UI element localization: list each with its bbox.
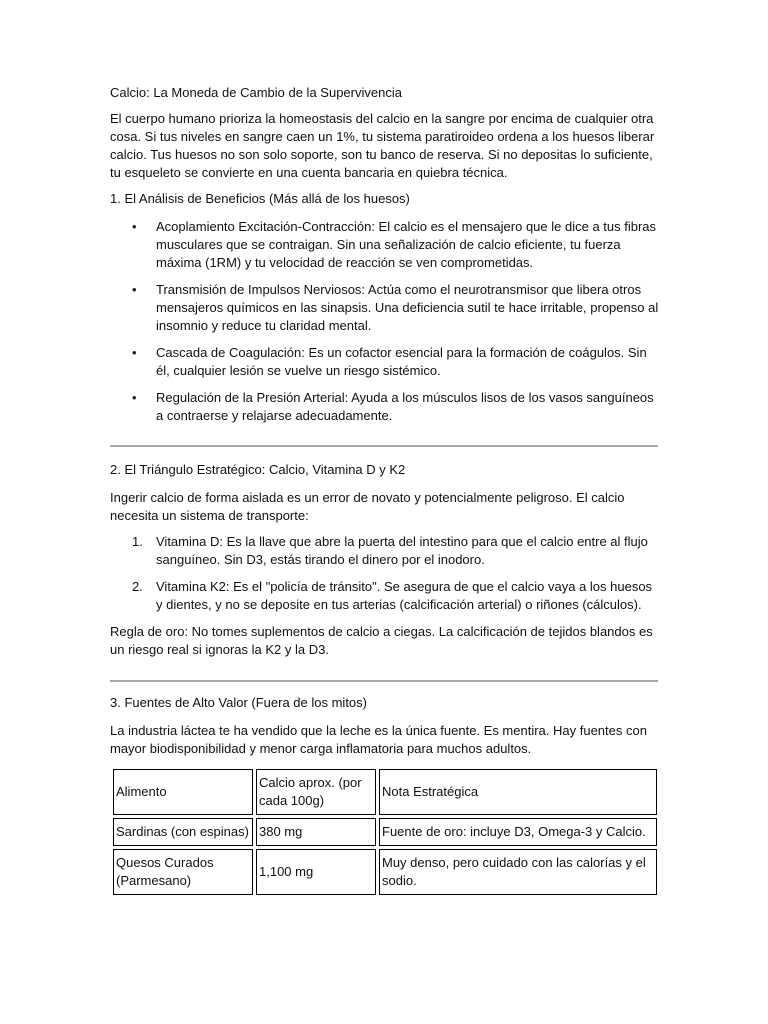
list-item xyxy=(110,389,660,425)
section-1-heading: 1. El Análisis de Beneficios (Más allá de los huesos) xyxy=(110,191,410,206)
section-3-intro: La industria láctea te ha vendido que la leche es la única fuente. Es mentira. Hay fuentes con mayor biodisponibilidad y menor carga inflamatoria para muchos adultos. xyxy=(110,723,647,756)
list-item xyxy=(110,344,660,380)
vitamins-list xyxy=(110,533,660,614)
list-item-text: Vitamina D: Es la llave que abre la puerta del intestino para que el calcio entre al flujo sanguíneo. Sin D3, estás tirando el dinero por el inodoro. xyxy=(156,534,648,567)
bullet-icon: • xyxy=(132,282,137,297)
table-cell: 380 mg xyxy=(256,818,376,846)
table-row xyxy=(113,818,657,846)
section-3-heading: 3. Fuentes de Alto Valor (Fuera de los mitos) xyxy=(110,695,367,710)
calcium-sources-table xyxy=(110,766,660,898)
table-cell: Sardinas (con espinas) xyxy=(113,818,253,846)
bullet-icon: • xyxy=(132,390,137,405)
list-item-text: Cascada de Coagulación: Es un cofactor esencial para la formación de coágulos. Sin él, cualquier lesión se vuelve un riesgo sistémico. xyxy=(156,345,647,378)
list-number: 2. xyxy=(132,579,143,594)
list-item-text: Regulación de la Presión Arterial: Ayuda a los músculos lisos de los vasos sanguíneos a contraerse y relajarse adecuadamente. xyxy=(156,390,654,423)
table-row xyxy=(113,849,657,895)
list-item xyxy=(110,533,660,569)
table-cell: Muy denso, pero cuidado con las calorías y el sodio. xyxy=(379,849,657,895)
benefits-list xyxy=(110,218,660,425)
list-item xyxy=(110,281,660,335)
table-cell: Quesos Curados (Parmesano) xyxy=(113,849,253,895)
document-page xyxy=(110,84,660,898)
table-header-cell: Nota Estratégica xyxy=(379,769,657,815)
table-cell: Fuente de oro: incluye D3, Omega-3 y Calcio. xyxy=(379,818,657,846)
list-item-text: Vitamina K2: Es el "policía de tránsito". Se asegura de que el calcio vaya a los huesos y dientes, y no se deposite en tus arterias (calcificación arterial) o riñones (cálculos). xyxy=(156,579,653,612)
table-header-cell: Alimento xyxy=(113,769,253,815)
bullet-icon: • xyxy=(132,219,137,234)
table-header-cell: Calcio aprox. (por cada 100g) xyxy=(256,769,376,815)
table-cell: 1,100 mg xyxy=(256,849,376,895)
list-item-text: Transmisión de Impulsos Nerviosos: Actúa como el neurotransmisor que libera otros mensajeros químicos en las sinapsis. Una deficiencia sutil te hace irritable, propenso al insomnio y reduce tu claridad mental. xyxy=(156,282,659,333)
bullet-icon: • xyxy=(132,345,137,360)
list-item xyxy=(110,218,660,272)
section-2-intro: Ingerir calcio de forma aislada es un error de novato y potencialmente peligroso. El calcio necesita un sistema de transporte: xyxy=(110,490,625,523)
list-item xyxy=(110,578,660,614)
list-number: 1. xyxy=(132,534,143,549)
document-title: Calcio: La Moneda de Cambio de la Supervivencia xyxy=(110,85,402,100)
table-header-row xyxy=(113,769,657,815)
list-item-text: Acoplamiento Excitación-Contracción: El calcio es el mensajero que le dice a tus fibras musculares que se contraigan. Sin una señalización de calcio eficiente, tu fuerza máxima (1RM) y tu velocidad de reacción se ven comprometidas. xyxy=(156,219,657,270)
intro-paragraph: El cuerpo humano prioriza la homeostasis del calcio en la sangre por encima de cualquier otra cosa. Si tus niveles en sangre caen un 1%, tu sistema paratiroideo ordena a los huesos liberar calcio. Tus huesos no son solo soporte, son tu banco de reserva. Si no depositas lo suficiente, tu esqueleto se convierte en una cuenta bancaria en quiebra técnica. xyxy=(110,111,655,180)
golden-rule: Regla de oro: No tomes suplementos de calcio a ciegas. La calcificación de tejidos blandos es un riesgo real si ignoras la K2 y la D3. xyxy=(110,624,653,657)
section-2-heading: 2. El Triángulo Estratégico: Calcio, Vitamina D y K2 xyxy=(110,462,406,477)
